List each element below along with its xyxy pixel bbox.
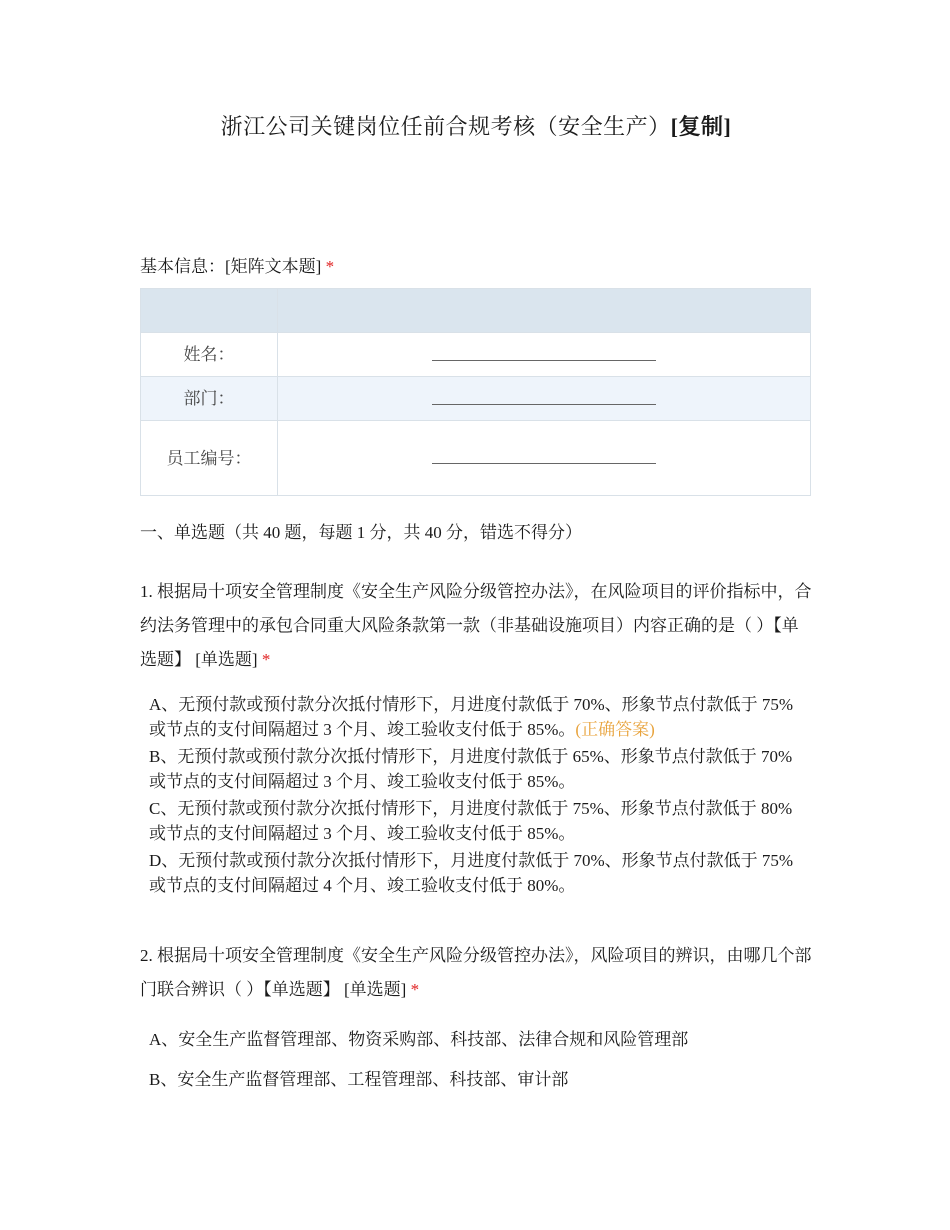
matrix-row-name: [141, 333, 811, 377]
matrix-row-employee-id: [141, 421, 811, 496]
basic-info-text: 基本信息：[矩阵文本题]: [140, 257, 322, 276]
section-title: 一、单选题（共 40 题，每题 1 分，共 40 分，错选不得分）: [140, 523, 582, 542]
title-main: 浙江公司关键岗位任前合规考核（安全生产）: [220, 114, 671, 139]
title-suffix: [复制]: [670, 114, 732, 139]
question-2: [140, 939, 812, 1007]
matrix-row-label: 姓名：: [141, 333, 278, 377]
option-a[interactable]: [149, 1020, 809, 1060]
option-text: A、安全生产监督管理部、物资采购部、科技部、法律合规和风险管理部: [149, 1030, 689, 1049]
blank-line: [432, 462, 656, 464]
blank-line: [432, 403, 656, 405]
page-title: [140, 110, 812, 141]
blank-line: [432, 359, 656, 361]
correct-answer-tag: (正确答案): [575, 720, 655, 739]
option-a[interactable]: [149, 692, 809, 742]
option-text: D、无预付款或预付款分次抵付情形下，月进度付款低于 70%、形象节点付款低于 75%或节点的支付间隔超过 4 个月、竣工验收支付低于 80%。: [149, 851, 794, 895]
option-d[interactable]: [149, 848, 809, 898]
matrix-row-label: 员工编号：: [141, 421, 278, 496]
department-input[interactable]: [278, 377, 811, 421]
question-text: 2. 根据局十项安全管理制度《安全生产风险分级管控办法》，风险项目的辨识，由哪几个部门联合辨识（ ）【单选题】 [单选题]: [140, 946, 812, 999]
required-marker: *: [261, 650, 271, 669]
option-b[interactable]: [149, 1060, 809, 1100]
question-1-options: [149, 692, 809, 900]
required-marker: *: [325, 257, 335, 276]
question-text: 1. 根据局十项安全管理制度《安全生产风险分级管控办法》，在风险项目的评价指标中，合约法务管理中的承包合同重大风险条款第一款（非基础设施项目）内容正确的是（ ）【单选题】 [单选题]: [140, 582, 812, 669]
matrix-header-cell: [278, 289, 811, 333]
question-2-options: [149, 1020, 809, 1100]
option-text: B、无预付款或预付款分次抵付情形下，月进度付款低于 65%、形象节点付款低于 70%或节点的支付间隔超过 3 个月、竣工验收支付低于 85%。: [149, 747, 793, 791]
basic-info-matrix: [140, 288, 811, 496]
matrix-row-label: 部门：: [141, 377, 278, 421]
matrix-header-row: [141, 289, 811, 333]
required-marker: *: [410, 980, 420, 999]
matrix-header-cell: [141, 289, 278, 333]
basic-info-label: [140, 252, 334, 277]
option-text: B、安全生产监督管理部、工程管理部、科技部、审计部: [149, 1070, 569, 1089]
name-input[interactable]: [278, 333, 811, 377]
question-1: [140, 575, 812, 677]
matrix-row-department: [141, 377, 811, 421]
option-text: C、无预付款或预付款分次抵付情形下，月进度付款低于 75%、形象节点付款低于 80%或节点的支付间隔超过 3 个月、竣工验收支付低于 85%。: [149, 799, 793, 843]
employee-id-input[interactable]: [278, 421, 811, 496]
option-text: A、无预付款或预付款分次抵付情形下，月进度付款低于 70%、形象节点付款低于 75%或节点的支付间隔超过 3 个月、竣工验收支付低于 85%。: [149, 695, 794, 739]
option-b[interactable]: [149, 744, 809, 794]
option-c[interactable]: [149, 796, 809, 846]
